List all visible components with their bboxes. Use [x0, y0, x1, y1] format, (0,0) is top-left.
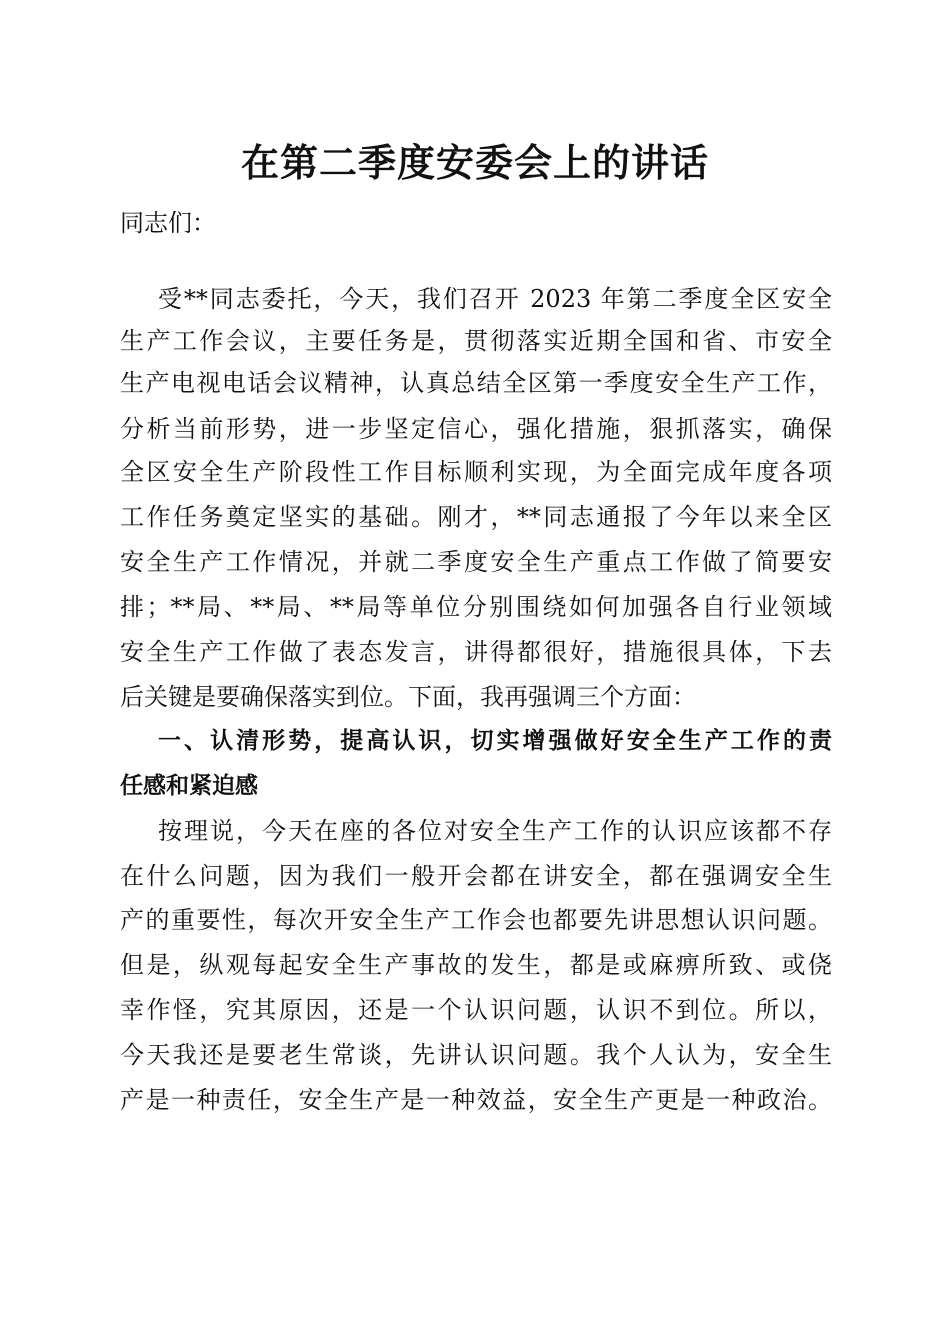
paragraph-line: 产是一种责任，安全生产是一种效益，安全生产更是一种政治。 — [120, 1086, 832, 1114]
paragraph-line: 幸作怪，究其原因，还是一个认识问题，认识不到位。所以， — [120, 996, 832, 1024]
paragraph-line: 在什么问题，因为我们一般开会都在讲安全，都在强调安全生 — [120, 862, 832, 890]
paragraph-line: 但是，纵观每起安全生产事故的发生，都是或麻痹所致、或侥 — [120, 951, 832, 979]
paragraph-line: 全区安全生产阶段性工作目标顺利实现，为全面完成年度各项 — [120, 458, 832, 486]
paragraph-line: 安全生产工作情况，并就二季度安全生产重点工作做了简要安 — [120, 548, 832, 576]
paragraph-line: 生产工作会议，主要任务是，贯彻落实近期全国和省、市安全 — [120, 327, 832, 355]
paragraph-line: 按理说，今天在座的各位对安全生产工作的认识应该都不存 — [158, 817, 832, 845]
paragraph-line: 后关键是要确保落实到位。下面，我再强调三个方面： — [120, 683, 696, 711]
paragraph-line: 工作任务奠定坚实的基础。刚才，**同志通报了今年以来全区 — [120, 503, 832, 531]
paragraph-line: 生产电视电话会议精神，认真总结全区第一季度安全生产工作， — [120, 369, 832, 397]
salutation: 同志们： — [120, 209, 216, 237]
paragraph-line: 今天我还是要老生常谈，先讲认识问题。我个人认为，安全生 — [120, 1041, 832, 1069]
heading-line: 任感和紧迫感 — [120, 773, 258, 799]
paragraph-line: 安全生产工作做了表态发言，讲得都很好，措施很具体，下去 — [120, 638, 832, 666]
heading-line: 一、认清形势，提高认识，切实增强做好安全生产工作的责 — [158, 728, 832, 754]
paragraph-line: 受**同志委托，今天，我们召开 2023 年第二季度全区安全 — [158, 285, 832, 313]
paragraph-line: 产的重要性，每次开安全生产工作会也都要先讲思想认识问题。 — [120, 906, 832, 934]
paragraph-line: 排；**局、**局、**局等单位分别围绕如何加强各自行业领域 — [120, 593, 832, 621]
paragraph-line: 分析当前形势，进一步坚定信心，强化措施，狠抓落实，确保 — [120, 415, 832, 443]
document-title: 在第二季度安委会上的讲话 — [240, 140, 709, 185]
